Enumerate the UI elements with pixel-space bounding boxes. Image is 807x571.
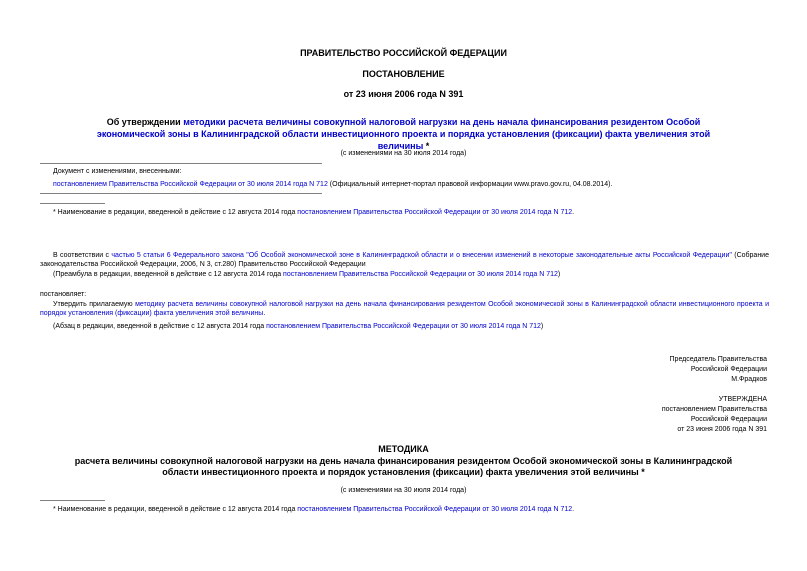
document-date-number: от 23 июня 2006 года N 391 bbox=[343, 89, 464, 99]
title-suffix: * bbox=[423, 141, 430, 151]
signature-name: М.Фрадков bbox=[731, 376, 767, 383]
title-prefix: Об утверждении bbox=[106, 117, 184, 127]
amendments-label: Документ с изменениями, внесенными: bbox=[53, 168, 182, 175]
approval-stamp: УТВЕРЖДЕНА bbox=[718, 396, 767, 403]
methodology-heading: МЕТОДИКА bbox=[378, 444, 429, 454]
resolves-suffix: . bbox=[263, 310, 266, 317]
footnote-title bbox=[53, 208, 574, 217]
signature-position: Председатель Правительства bbox=[669, 356, 767, 363]
preamble-paragraph bbox=[40, 251, 769, 269]
approval-country: Российской Федерации bbox=[690, 416, 767, 423]
federal-law-link[interactable]: частью 5 статьи 6 Федерального закона "Об Особой экономической зоне в Калининградской области и о внесении изменений в некоторые законодательные акты Российской Федерации" bbox=[111, 252, 732, 259]
methodology-link[interactable]: методику расчета величины совокупной налоговой нагрузки на день начала финансирования резидентом Особой экономической зоны в Калининградской области инвестиционного проекта и порядок установления (фиксации) факта увеличения этой величины bbox=[40, 301, 769, 317]
footnote-divider bbox=[40, 500, 105, 501]
amendment-resolution-link[interactable]: постановлением Правительства Российской Федерации от 30 июля 2014 года N 712 bbox=[53, 181, 328, 188]
resolves-prefix: Утвердить прилагаемую bbox=[53, 301, 136, 308]
footnote-suffix: . bbox=[572, 506, 575, 513]
approval-date: от 23 июня 2006 года N 391 bbox=[677, 426, 767, 433]
preamble-prefix: В соответствии с bbox=[53, 252, 112, 259]
footnote-text: * Наименование в редакции, введенной в действие с 12 августа 2014 года bbox=[53, 209, 298, 216]
methodology-revision-note: (с изменениями на 30 июля 2014 года) bbox=[340, 487, 467, 494]
footnote-methodology bbox=[53, 505, 574, 514]
footnote-divider bbox=[40, 203, 105, 204]
footnote-text: * Наименование в редакции, введенной в действие с 12 августа 2014 года bbox=[53, 506, 298, 513]
preamble-note bbox=[53, 270, 560, 279]
revision-note: (с изменениями на 30 июля 2014 года) bbox=[340, 150, 467, 157]
title-methodology-link[interactable]: методики расчета величины совокупной налоговой нагрузки на день начала финансирования резидентом Особой экономической зоны в Калининградской области инвестиционного проекта и порядка установления (фиксации) факта увеличения этой величины bbox=[96, 117, 711, 151]
divider bbox=[40, 163, 322, 164]
signature-country: Российской Федерации bbox=[690, 366, 767, 373]
preamble-suffix: (Собрание законодательства Российской Федерации, 2006, N 3, ст.280) Правительство Российской Федерации bbox=[40, 252, 769, 268]
resolves-note-suffix: ) bbox=[540, 323, 544, 330]
resolves-resolution-link[interactable]: постановлением Правительства Российской Федерации от 30 июля 2014 года N 712 bbox=[266, 323, 541, 330]
resolves-label: постановляет: bbox=[40, 291, 87, 298]
amendments-line bbox=[53, 180, 612, 189]
amendments-source: (Официальный интернет-портал правовой информации www.pravo.gov.ru, 04.08.2014). bbox=[327, 181, 613, 188]
footnote-suffix: . bbox=[572, 209, 575, 216]
resolves-note bbox=[53, 322, 543, 331]
preamble-note-prefix: (Преамбула в редакции, введенной в действие с 12 августа 2014 года bbox=[53, 271, 284, 278]
footnote-resolution-link[interactable]: постановлением Правительства Российской Федерации от 30 июля 2014 года N 712 bbox=[297, 506, 573, 513]
document-title bbox=[85, 116, 722, 152]
government-name: ПРАВИТЕЛЬСТВО РОССИЙСКОЙ ФЕДЕРАЦИИ bbox=[300, 48, 507, 58]
footnote-resolution-link[interactable]: постановлением Правительства Российской Федерации от 30 июля 2014 года N 712 bbox=[297, 209, 573, 216]
approval-by: постановлением Правительства bbox=[661, 406, 767, 413]
preamble-note-suffix: ) bbox=[557, 271, 561, 278]
resolves-paragraph bbox=[40, 300, 769, 318]
methodology-title: расчета величины совокупной налоговой нагрузки на день начала финансирования резидентом Особой экономической зоны в Калининградской области инвестиционного проекта и порядок установления (фиксации) факта увеличения этой величины * bbox=[74, 456, 733, 477]
divider bbox=[40, 193, 322, 194]
document-type: ПОСТАНОВЛЕНИЕ bbox=[362, 69, 445, 79]
preamble-resolution-link[interactable]: постановлением Правительства Российской Федерации от 30 июля 2014 года N 712 bbox=[283, 271, 558, 278]
resolves-note-prefix: (Абзац в редакции, введенной в действие с 12 августа 2014 года bbox=[53, 323, 267, 330]
